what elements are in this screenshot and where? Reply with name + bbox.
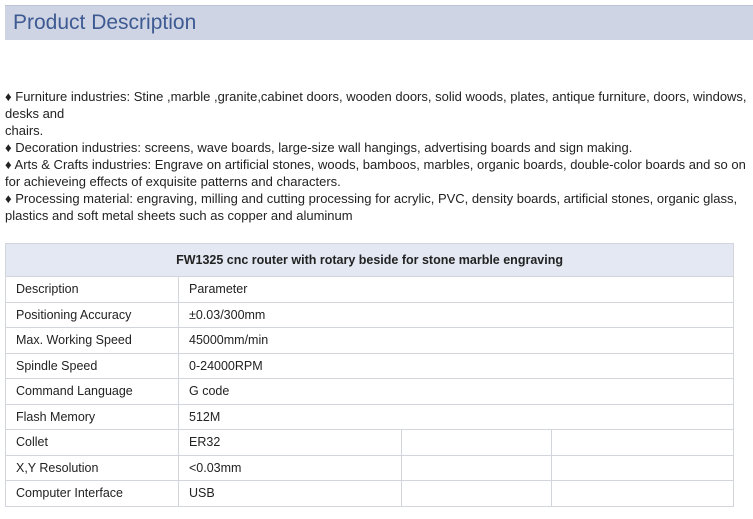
bullet-icon: ♦ — [5, 89, 12, 104]
empty-cell — [552, 481, 734, 507]
table-row — [6, 430, 734, 456]
spec-label: Spindle Speed — [6, 353, 179, 379]
spec-label: X,Y Resolution — [6, 455, 179, 481]
description-line: ♦ Decoration industries: screens, wave boards, large-size wall hangings, advertising boards and sign making. — [5, 140, 633, 155]
section-header — [5, 5, 753, 40]
bullet-icon: ♦ — [5, 157, 12, 172]
spec-value: 0-24000RPM — [179, 353, 734, 379]
table-caption-row — [6, 244, 734, 277]
table-row — [6, 379, 734, 405]
bullet-icon: ♦ — [5, 140, 12, 155]
bullet-icon: ♦ — [5, 191, 12, 206]
spec-label: Flash Memory — [6, 404, 179, 430]
empty-cell — [402, 481, 552, 507]
spec-label: Max. Working Speed — [6, 328, 179, 354]
spec-value: 512M — [179, 404, 734, 430]
spec-value: Parameter — [179, 277, 734, 303]
spec-value: ER32 — [179, 430, 402, 456]
description-line: ♦ Processing material: engraving, milling and cutting processing for acrylic, PVC, density boards, artificial stones, organic glass, plastics and soft metal sheets such as copper and aluminum — [5, 191, 738, 223]
section-title: Product Description — [13, 11, 197, 34]
spec-label: Collet — [6, 430, 179, 456]
table-row — [6, 277, 734, 303]
empty-cell — [552, 430, 734, 456]
table-row — [6, 481, 734, 507]
table-row — [6, 404, 734, 430]
spec-value: G code — [179, 379, 734, 405]
description-line: chairs. — [5, 123, 44, 138]
spec-label: Positioning Accuracy — [6, 302, 179, 328]
spec-label: Computer Interface — [6, 481, 179, 507]
description-line: ♦ Arts & Crafts industries: Engrave on artificial stones, woods, bamboos, marbles, organic boards, double-color boards and so on for achieveing effects of exquisite patterns and characters. — [5, 157, 746, 189]
spec-table — [5, 243, 734, 507]
empty-cell — [402, 430, 552, 456]
empty-cell — [552, 455, 734, 481]
spec-value: <0.03mm — [179, 455, 402, 481]
description-line: ♦ Furniture industries: Stine ,marble ,granite,cabinet doors, wooden doors, solid woods, plates, antique furniture, doors, windows, desks and — [5, 89, 747, 121]
table-row — [6, 353, 734, 379]
spec-label: Command Language — [6, 379, 179, 405]
table-row — [6, 328, 734, 354]
spec-label: Description — [6, 277, 179, 303]
spec-value: ±0.03/300mm — [179, 302, 734, 328]
product-description-text — [5, 88, 749, 224]
table-row — [6, 455, 734, 481]
spec-value: 45000mm/min — [179, 328, 734, 354]
spec-value: USB — [179, 481, 402, 507]
table-caption: FW1325 cnc router with rotary beside for stone marble engraving — [6, 244, 734, 277]
empty-cell — [402, 455, 552, 481]
table-row — [6, 302, 734, 328]
